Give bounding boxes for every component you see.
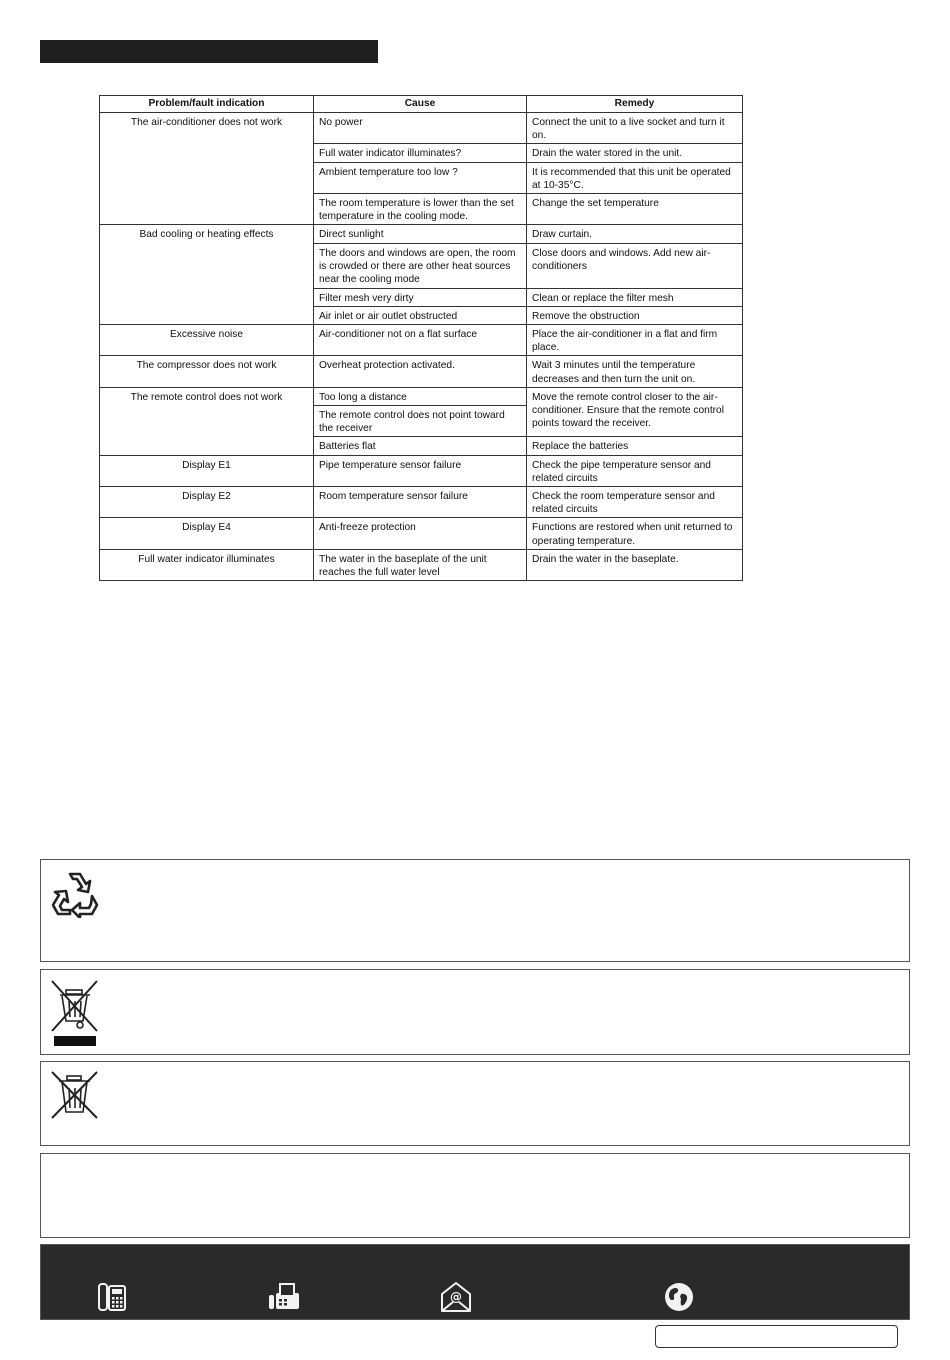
recycle-icon	[50, 870, 100, 918]
cause-cell: The water in the baseplate of the unit reaches the full water level	[314, 549, 527, 580]
troubleshooting-table	[99, 95, 743, 581]
cause-cell: Batteries flat	[314, 437, 527, 455]
table-row	[100, 455, 743, 486]
remedy-cell: Replace the batteries	[527, 437, 743, 455]
remedy-cell: Clean or replace the filter mesh	[527, 288, 743, 306]
cause-cell: Overheat protection activated.	[314, 356, 527, 387]
problem-cell: Display E2	[100, 487, 314, 518]
fax-icon	[267, 1281, 301, 1313]
remedy-cell: Wait 3 minutes until the temperature decreases and then turn the unit on.	[527, 356, 743, 387]
remedy-cell: Drain the water stored in the unit.	[527, 144, 743, 162]
header-remedy: Remedy	[527, 96, 743, 113]
table-row	[100, 487, 743, 518]
problem-cell: The compressor does not work	[100, 356, 314, 387]
remedy-cell: Check the pipe temperature sensor and related circuits	[527, 455, 743, 486]
table-row	[100, 225, 743, 243]
table-row	[100, 325, 743, 356]
problem-cell: Display E1	[100, 455, 314, 486]
remedy-cell: Remove the obstruction	[527, 306, 743, 324]
table-row	[100, 356, 743, 387]
email-icon	[440, 1281, 472, 1313]
remedy-cell: Check the room temperature sensor and related circuits	[527, 487, 743, 518]
remedy-cell: Place the air-conditioner in a flat and firm place.	[527, 325, 743, 356]
problem-cell: Bad cooling or heating effects	[100, 225, 314, 325]
table-header-row	[100, 96, 743, 113]
crossed-bin-battery-icon	[50, 1070, 100, 1120]
table-row	[100, 387, 743, 405]
cause-cell: Direct sunlight	[314, 225, 527, 243]
globe-icon	[663, 1281, 695, 1313]
cause-cell: Room temperature sensor failure	[314, 487, 527, 518]
cause-cell: The room temperature is lower than the set temperature in the cooling mode.	[314, 194, 527, 225]
cause-cell: The remote control does not point toward the receiver	[314, 406, 527, 437]
remedy-cell: Move the remote control closer to the air-conditioner. Ensure that the remote control points toward the receiver.	[527, 387, 743, 437]
contact-footer	[40, 1244, 910, 1320]
problem-cell: Display E4	[100, 518, 314, 549]
weee-notice-box	[40, 969, 910, 1055]
remedy-cell: Close doors and windows. Add new air-conditioners	[527, 243, 743, 288]
cause-cell: Ambient temperature too low ?	[314, 162, 527, 193]
cause-cell: Pipe temperature sensor failure	[314, 455, 527, 486]
table-row	[100, 549, 743, 580]
document-reference-box	[655, 1325, 898, 1348]
section-title-bar	[40, 40, 378, 63]
header-cause: Cause	[314, 96, 527, 113]
remedy-cell: It is recommended that this unit be operated at 10-35°C.	[527, 162, 743, 193]
table-row	[100, 518, 743, 549]
remedy-cell: Draw curtain.	[527, 225, 743, 243]
cause-cell: Air-conditioner not on a flat surface	[314, 325, 527, 356]
problem-cell: Full water indicator illuminates	[100, 549, 314, 580]
phone-icon	[96, 1281, 128, 1313]
cause-cell: The doors and windows are open, the room is crowded or there are other heat sources near the cooling mode	[314, 243, 527, 288]
crossed-bin-weee-icon	[50, 979, 100, 1047]
problem-cell: Excessive noise	[100, 325, 314, 356]
recycling-notice-box	[40, 859, 910, 962]
cause-cell: Filter mesh very dirty	[314, 288, 527, 306]
cause-cell: Full water indicator illuminates?	[314, 144, 527, 162]
remedy-cell: Functions are restored when unit returned to operating temperature.	[527, 518, 743, 549]
remedy-cell: Connect the unit to a live socket and turn it on.	[527, 113, 743, 144]
remedy-cell: Drain the water in the baseplate.	[527, 549, 743, 580]
problem-cell: The remote control does not work	[100, 387, 314, 455]
table-row	[100, 113, 743, 144]
info-box	[40, 1153, 910, 1238]
remedy-cell: Change the set temperature	[527, 194, 743, 225]
battery-disposal-box	[40, 1061, 910, 1146]
problem-cell: The air-conditioner does not work	[100, 113, 314, 225]
cause-cell: Anti-freeze protection	[314, 518, 527, 549]
cause-cell: No power	[314, 113, 527, 144]
cause-cell: Too long a distance	[314, 387, 527, 405]
cause-cell: Air inlet or air outlet obstructed	[314, 306, 527, 324]
header-problem: Problem/fault indication	[100, 96, 314, 113]
svg-text:@: @	[450, 1290, 462, 1304]
